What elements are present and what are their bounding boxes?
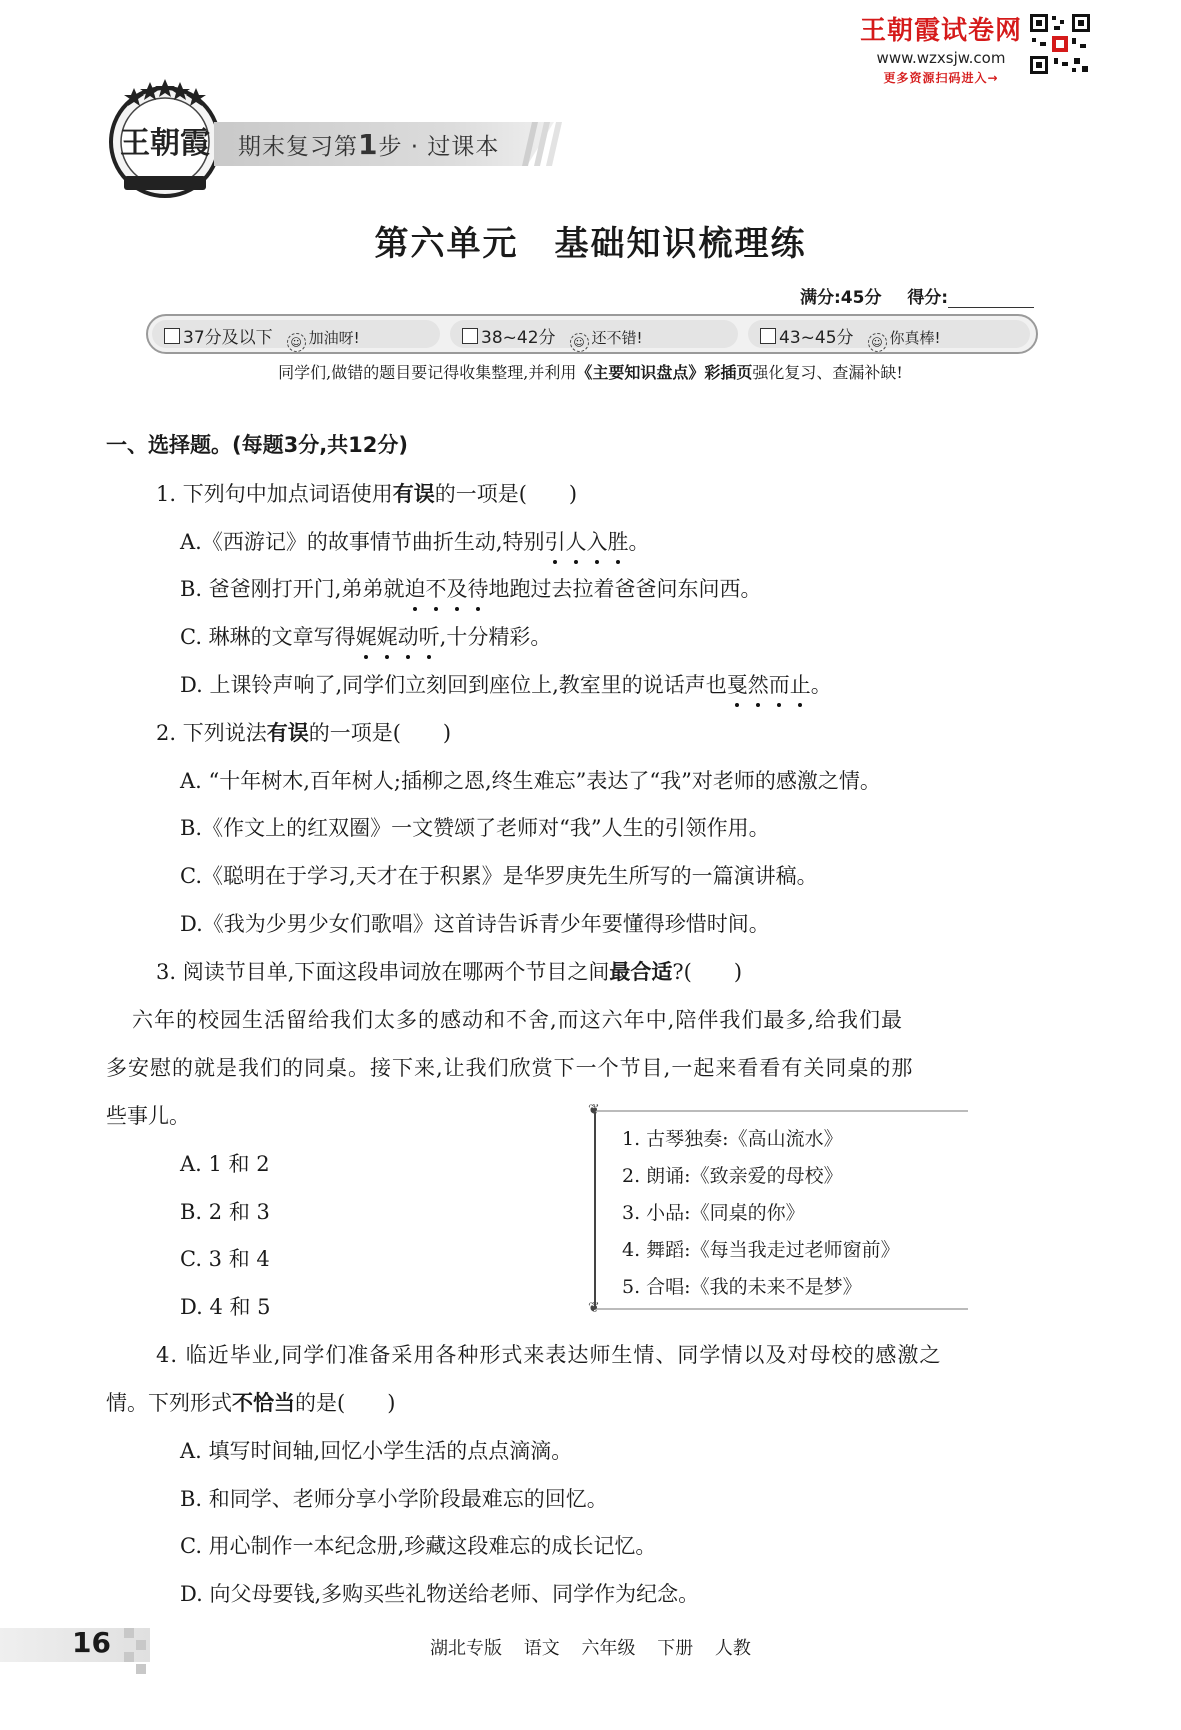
question-3-passage-line: 多安慰的就是我们的同桌。接下来,让我们欣赏下一个节目,一起来看看有关同桌的那: [106, 1056, 914, 1080]
rating-note: 加油呀!: [308, 329, 360, 347]
tip-bold-title: 《主要知识盘点》: [576, 363, 705, 382]
question-4-option-d[interactable]: D. 向父母要钱,多购买些礼物送给老师、同学作为纪念。: [180, 1582, 700, 1606]
brand-url[interactable]: www.wzxsjw.com: [876, 49, 1006, 67]
stem-text: 1. 下列句中加点词语使用: [156, 482, 393, 506]
question-1-option-c[interactable]: [180, 621, 551, 651]
dotted-char: 待: [467, 573, 488, 603]
dotted-char: 引: [545, 526, 566, 556]
brand-subtitle: 更多资源扫码进入→: [883, 71, 999, 85]
question-2-option-b[interactable]: B.《作文上的红双圈》一文赞颂了老师对“我”人生的引领作用。: [180, 816, 770, 840]
rating-range: 37分及以下: [183, 328, 273, 348]
scroll-curl-icon: ❦: [588, 1102, 600, 1118]
dotted-char: 娓: [356, 621, 377, 651]
dotted-char: 迫: [404, 573, 425, 603]
study-tip: [0, 360, 1181, 383]
dotted-char: 戛: [727, 669, 748, 699]
dotted-char: 人: [566, 526, 587, 556]
stem-text: 3. 阅读节目单,下面这段串词放在哪两个节目之间: [156, 960, 610, 984]
stem-text: ?( ): [672, 960, 743, 984]
scroll-curl-icon: ❦: [588, 1300, 600, 1316]
stem-text: 的一项是( ): [308, 721, 452, 745]
dotted-char: 听: [419, 621, 440, 651]
score-line: [800, 283, 1034, 308]
rating-note: 还不错!: [591, 329, 643, 347]
brand-block: [856, 10, 1026, 86]
question-3-option-c[interactable]: C. 3 和 4: [180, 1247, 270, 1271]
logo-text: 王朝霞: [120, 126, 210, 161]
question-2-stem: [156, 717, 451, 747]
option-text: A.《西游记》的故事情节曲折生动,特别: [180, 530, 545, 554]
dotted-char: 娓: [377, 621, 398, 651]
question-1-option-a[interactable]: [180, 526, 650, 556]
program-list-box: [594, 1110, 968, 1310]
publisher-logo: [104, 78, 226, 200]
tip-bold-page: 彩插页: [704, 363, 753, 382]
tip-text: 同学们,做错的题目要记得收集整理,并利用: [278, 363, 577, 382]
option-text: ,十分精彩。: [439, 625, 552, 649]
dotted-char: 胜: [608, 526, 629, 556]
brand-name: 王朝霞试卷网: [859, 16, 1022, 46]
question-3-option-b[interactable]: B. 2 和 3: [180, 1200, 270, 1224]
dotted-char: 入: [587, 526, 608, 556]
rating-checkbox[interactable]: [164, 328, 180, 344]
rating-item-high: [760, 323, 941, 352]
banner-stripes-icon: [520, 122, 564, 166]
question-3-option-a[interactable]: A. 1 和 2: [180, 1152, 270, 1176]
question-3-option-d[interactable]: D. 4 和 5: [180, 1295, 271, 1319]
program-item: 1. 古琴独奏:《高山流水》: [622, 1128, 843, 1150]
program-item: 4. 舞蹈:《每当我走过老师窗前》: [622, 1239, 900, 1261]
question-2-option-c[interactable]: C.《聪明在于学习,天才在于积累》是华罗庚先生所写的一篇演讲稿。: [180, 864, 818, 888]
rating-range: 38~42分: [481, 328, 556, 348]
program-item: 5. 合唱:《我的未来不是梦》: [622, 1276, 862, 1298]
dotted-char: 止: [790, 669, 811, 699]
step-suffix: 步 · 过课本: [378, 134, 500, 160]
program-item: 3. 小品:《同桌的你》: [622, 1202, 805, 1224]
score-label: 得分:: [907, 288, 949, 308]
stem-text: 的是( ): [295, 1391, 396, 1415]
dotted-char: 而: [769, 669, 790, 699]
stem-emphasis: 有误: [392, 482, 435, 506]
score-blank[interactable]: [948, 291, 1034, 308]
program-item: 2. 朗诵:《致亲爱的母校》: [622, 1165, 843, 1187]
dotted-char: 不: [425, 573, 446, 603]
question-4-stem-cont: [106, 1387, 395, 1417]
smiley-icon: ☺: [570, 333, 589, 352]
step-number: 1: [358, 128, 379, 161]
question-3-passage-line: 些事儿。: [106, 1104, 190, 1128]
rating-item-mid: [462, 323, 643, 352]
question-2-option-d[interactable]: D.《我为少男少女们歌唱》这首诗告诉青少年要懂得珍惜时间。: [180, 912, 770, 936]
stem-emphasis: 最合适: [609, 960, 673, 984]
section-heading: 一、选择题。(每题3分,共12分): [106, 433, 409, 457]
rating-range: 43~45分: [779, 328, 854, 348]
page-number: 16: [72, 1626, 111, 1659]
question-1-stem: [156, 478, 577, 508]
question-4-option-c[interactable]: C. 用心制作一本纪念册,珍藏这段难忘的成长记忆。: [180, 1534, 657, 1558]
page-title: 第六单元 基础知识梳理练: [374, 224, 807, 264]
stem-text: 的一项是( ): [434, 482, 578, 506]
stem-text: 2. 下列说法: [156, 721, 267, 745]
dotted-char: 动: [398, 621, 419, 651]
step-prefix: 期末复习第: [238, 134, 358, 160]
option-text: 。: [628, 530, 650, 554]
stem-emphasis: 不恰当: [232, 1391, 295, 1415]
smiley-icon: ☺: [287, 333, 306, 352]
qr-code-icon[interactable]: [1028, 12, 1092, 76]
option-text: C. 琳琳的文章写得: [180, 625, 356, 649]
rating-checkbox[interactable]: [760, 328, 776, 344]
option-text: 。: [810, 673, 832, 697]
smiley-icon: ☺: [868, 333, 887, 352]
question-4-option-b[interactable]: B. 和同学、老师分享小学阶段最难忘的回忆。: [180, 1487, 608, 1511]
option-text: B. 爸爸刚打开门,弟弟就: [180, 577, 405, 601]
dotted-char: 及: [446, 573, 467, 603]
tip-text-end: 强化复习、查漏补缺!: [752, 363, 903, 382]
stem-emphasis: 有误: [266, 721, 309, 745]
step-banner-text: [238, 128, 499, 161]
question-3-stem: [156, 956, 742, 986]
question-2-option-a[interactable]: A. “十年树木,百年树人;插柳之恩,终生难忘”表达了“我”对老师的感激之情。: [180, 769, 881, 793]
rating-item-low: [164, 323, 360, 352]
stem-text: 情。下列形式: [106, 1391, 232, 1415]
rating-checkbox[interactable]: [462, 328, 478, 344]
footer-edition: 湖北专版 语文 六年级 下册 人教: [430, 1638, 751, 1659]
question-1-option-d[interactable]: [180, 669, 832, 699]
option-text: D. 上课铃声响了,同学们立刻回到座位上,教室里的说话声也: [180, 673, 727, 697]
self-rating-bar: [146, 314, 1038, 354]
question-4-stem: 4. 临近毕业,同学们准备采用各种形式来表达师生情、同学情以及对母校的感激之: [156, 1343, 942, 1367]
question-4-option-a[interactable]: A. 填写时间轴,回忆小学生活的点点滴滴。: [180, 1439, 573, 1463]
option-text: 地跑过去拉着爸爸问东问西。: [488, 577, 762, 601]
full-score-label: 满分:45分: [800, 288, 882, 308]
footer-square: [136, 1664, 146, 1674]
dotted-char: 然: [748, 669, 769, 699]
question-1-option-b[interactable]: [180, 573, 761, 603]
rating-note: 你真棒!: [889, 329, 941, 347]
question-3-passage-line: 六年的校园生活留给我们太多的感动和不舍,而这六年中,陪伴我们最多,给我们最: [132, 1008, 904, 1032]
